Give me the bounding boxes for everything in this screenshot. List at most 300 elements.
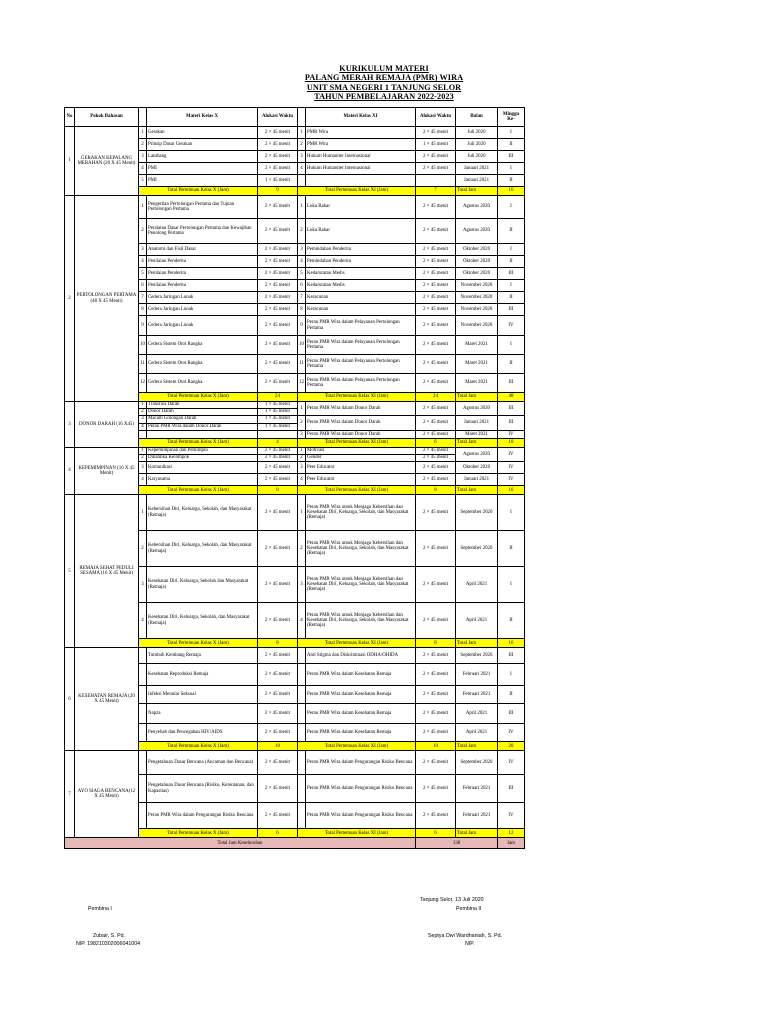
materi-x-number bbox=[139, 664, 147, 686]
materi-x-number: 3 bbox=[139, 462, 147, 474]
footer-left-role: Pembina I bbox=[88, 906, 112, 912]
bulan: September 2020 bbox=[456, 495, 498, 531]
alokasi-x: 2 × 45 menit bbox=[258, 196, 298, 219]
total-xi-label: Total Pertemuan Kelas XI (Jam) bbox=[298, 438, 416, 447]
materi-xi-number bbox=[298, 175, 306, 187]
alokasi-xi: 2 × 45 menit bbox=[416, 704, 456, 724]
bulan: Juli 2020 bbox=[456, 139, 498, 151]
materi-x: Penilaian Penderita bbox=[147, 256, 258, 268]
total-xi-label: Total Pertemuan Kelas XI (Jam) bbox=[298, 187, 416, 196]
materi-xi bbox=[306, 447, 416, 461]
materi-x-number bbox=[139, 803, 147, 829]
minggu: I bbox=[498, 244, 525, 256]
materi-x: Penilaian Penderita bbox=[147, 268, 258, 280]
materi-x: Pengetahuan Dasar Bencana (Ancaman dan Bencana) bbox=[147, 751, 258, 775]
materi-x: Kebersihan Diri, Keluarga, Sekolah, dan Masyarakat (Remaja) bbox=[147, 531, 258, 567]
materi-xi-number: 2 bbox=[298, 219, 306, 244]
alokasi-x: 2 × 45 menit bbox=[258, 648, 298, 664]
materi-xi: Peran PMR Wira dalam Donor Darah bbox=[306, 402, 416, 416]
materi-x: PMI bbox=[147, 175, 258, 187]
minggu: I bbox=[498, 664, 525, 686]
alokasi-x: 2 × 45 menit bbox=[258, 292, 298, 304]
group-topic: KEPEMIMPINAN (16 X 45 Menit) bbox=[75, 447, 139, 494]
alokasi-x: 2 × 45 menit bbox=[258, 724, 298, 742]
group-number: 7 bbox=[65, 751, 75, 838]
alokasi-x: 2 × 45 menit bbox=[258, 751, 298, 775]
alokasi-xi: 2 × 45 menit bbox=[416, 127, 456, 139]
materi-x-number: 1 bbox=[139, 127, 147, 139]
table-body bbox=[65, 127, 525, 838]
header-materi-xi: Materi Kelas XI bbox=[306, 108, 416, 127]
alokasi-xi: 2 × 45 menit bbox=[416, 304, 456, 316]
alokasi-xi: 2 × 45 menit bbox=[416, 268, 456, 280]
minggu: II bbox=[498, 603, 525, 639]
alokasi-xi: 2 × 45 menit bbox=[416, 196, 456, 219]
materi-x-number: 2 bbox=[139, 531, 147, 567]
total-jam-label: Total Jam bbox=[456, 639, 498, 648]
total-jam-value: 48 bbox=[498, 393, 525, 402]
materi-xi: Keracunan bbox=[306, 304, 416, 316]
materi-x: Kesehatan Diri, Keluarga, Sekolah, dan Masyarakat (Remaja) bbox=[147, 603, 258, 639]
alokasi-x bbox=[258, 402, 298, 416]
materi-x-number-part: 2 bbox=[139, 408, 146, 415]
materi-x: Pengetahuan Dasar Bencana (Risiko, Kerentanan, dan Kapasitas) bbox=[147, 775, 258, 803]
grand-total-row bbox=[65, 838, 525, 849]
materi-xi: Hukum Humaniter Internasional bbox=[306, 151, 416, 163]
materi-xi: Peran PMR Wira dalam Donor Darah bbox=[306, 430, 416, 438]
materi-xi: Peran PMR Wira dalam Pelayanan Pertolongan Pertama bbox=[306, 336, 416, 355]
materi-x-number bbox=[139, 416, 147, 430]
alokasi-xi: 2 × 45 menit bbox=[416, 244, 456, 256]
materi-x-part: Macam Golongan Darah bbox=[148, 416, 197, 422]
alokasi-xi: 2 × 45 menit bbox=[416, 151, 456, 163]
minggu: IV bbox=[498, 803, 525, 829]
table-row bbox=[65, 196, 525, 219]
minggu: I bbox=[498, 163, 525, 175]
header-alokasi-xi: Alokasi Waktu bbox=[416, 108, 456, 127]
grand-total-value: 138 bbox=[416, 838, 498, 849]
minggu: III bbox=[498, 416, 525, 430]
materi-xi-number: 3 bbox=[298, 567, 306, 603]
title-line-4: TAHUN PEMBELAJARAN 2022-2023 bbox=[314, 92, 454, 102]
alokasi-x: 2 × 45 menit bbox=[258, 336, 298, 355]
materi-xi: Kedaruratan Medis bbox=[306, 280, 416, 292]
materi-xi-number: 1 bbox=[298, 402, 306, 416]
materi-xi: Pemindahan Penderita bbox=[306, 256, 416, 268]
materi-x: Kesehatan Reproduksi Remaja bbox=[147, 664, 258, 686]
alokasi-x: 2 × 45 menit bbox=[258, 495, 298, 531]
materi-x-number: 10 bbox=[139, 336, 147, 355]
total-x-label: Total Pertemuan Kelas X (Jam) bbox=[139, 393, 258, 402]
materi-xi-number: 2 bbox=[298, 531, 306, 567]
materi-x-number: 4 bbox=[139, 256, 147, 268]
materi-x bbox=[147, 447, 258, 461]
materi-x-number bbox=[139, 447, 147, 461]
materi-x: Lambang bbox=[147, 151, 258, 163]
materi-xi-number: 4 bbox=[298, 163, 306, 175]
materi-xi: Pemindahan Penderita bbox=[306, 244, 416, 256]
alokasi-x: 2 × 45 menit bbox=[258, 664, 298, 686]
alokasi-xi: 2 × 45 menit bbox=[416, 567, 456, 603]
bulan: November 2020 bbox=[456, 304, 498, 316]
header-no-xi bbox=[298, 108, 306, 127]
total-jam-value: 16 bbox=[498, 187, 525, 196]
bulan: Februari 2021 bbox=[456, 775, 498, 803]
materi-x: Cedera Jaringan Lunak bbox=[147, 292, 258, 304]
materi-xi: Peran PMR Wira dalam Kesehatan Remaja bbox=[306, 704, 416, 724]
alokasi-xi: 2 × 45 menit bbox=[416, 430, 456, 438]
materi-x-number bbox=[139, 686, 147, 704]
header-no: No bbox=[65, 108, 75, 127]
alokasi-x: 2 × 45 menit bbox=[258, 603, 298, 639]
materi-x-number: 4 bbox=[139, 163, 147, 175]
materi-x: Infeksi Menular Seksual bbox=[147, 686, 258, 704]
bulan: Oktober 2020 bbox=[456, 256, 498, 268]
alokasi-xi: 2 × 45 menit bbox=[416, 163, 456, 175]
materi-xi-number bbox=[298, 447, 306, 461]
materi-x: Napza bbox=[147, 704, 258, 724]
bulan: Januari 2021 bbox=[456, 474, 498, 486]
total-x-value: 10 bbox=[258, 742, 298, 751]
materi-xi-number: 5 bbox=[298, 268, 306, 280]
grand-total-label: Total Jam Keseluruhan bbox=[65, 838, 416, 849]
minggu: IV bbox=[498, 462, 525, 474]
alokasi-x-part: 1 × 45 menit bbox=[265, 402, 290, 407]
group-topic: DONOR DARAH (16 X45) bbox=[75, 402, 139, 448]
materi-xi-number bbox=[298, 686, 306, 704]
group-topic: GERAKAN KEPALANG MERAHAN (20 X 45 Menit) bbox=[75, 127, 139, 196]
alokasi-xi: 2 × 45 menit bbox=[416, 219, 456, 244]
total-jam-label: Total Jam bbox=[456, 393, 498, 402]
grand-total-unit: Jam bbox=[498, 838, 525, 849]
materi-xi: Keracunan bbox=[306, 292, 416, 304]
alokasi-xi: 2 × 45 menit bbox=[416, 775, 456, 803]
bulan: Januari 2021 bbox=[456, 163, 498, 175]
total-jam-value: 16 bbox=[498, 639, 525, 648]
total-xi-label: Total Pertemuan Kelas XI (Jam) bbox=[298, 829, 416, 838]
minggu: II bbox=[498, 256, 525, 268]
materi-xi: Peran PMR Wira dalam Kesehatan Remaja bbox=[306, 686, 416, 704]
materi-xi-number: 3 bbox=[298, 151, 306, 163]
materi-xi-number bbox=[298, 664, 306, 686]
materi-x-number: 9 bbox=[139, 316, 147, 336]
materi-xi-number: 12 bbox=[298, 374, 306, 393]
materi-x-number: 3 bbox=[139, 567, 147, 603]
header-alokasi-x: Alokasi Waktu bbox=[258, 108, 298, 127]
materi-x-number bbox=[139, 402, 147, 416]
alokasi-xi: 1 × 45 menit bbox=[416, 139, 456, 151]
materi-x: Peralatan Dasar Pertolongan Pertama dan Kewajiban Penolong Pertama bbox=[147, 219, 258, 244]
minggu: III bbox=[498, 775, 525, 803]
materi-xi: Peer Educator bbox=[306, 474, 416, 486]
minggu: III bbox=[498, 151, 525, 163]
bulan: Januari 2021 bbox=[456, 416, 498, 430]
materi-xi-number: 8 bbox=[298, 304, 306, 316]
materi-x: Cedera Sistem Otot Rangka bbox=[147, 374, 258, 393]
alokasi-xi: 2 × 45 menit bbox=[416, 495, 456, 531]
alokasi-xi-part: 2 × 45 menit bbox=[423, 447, 448, 453]
header-minggu: Minggu Ke- bbox=[498, 108, 525, 127]
bulan: Oktober 2020 bbox=[456, 244, 498, 256]
alokasi-x: 2 × 45 menit bbox=[258, 244, 298, 256]
materi-x-number: 1 bbox=[139, 196, 147, 219]
materi-xi-number: 1 bbox=[298, 196, 306, 219]
materi-x-part: Transfusi Darah bbox=[148, 402, 180, 407]
materi-xi-number bbox=[298, 724, 306, 742]
materi-xi: Peran PMR Wira untuk Menjaga Kebersihan dan Kesehatan Diri, Keluarga, Sekolah, dan Masyarakat (Remaja) bbox=[306, 531, 416, 567]
alokasi-x bbox=[258, 447, 298, 461]
minggu: II bbox=[498, 139, 525, 151]
bulan: Maret 2021 bbox=[456, 374, 498, 393]
bulan: Oktober 2020 bbox=[456, 462, 498, 474]
materi-xi: Peran PMR Wira untuk Menjaga Kebersihan dan Kesehatan Diri, Keluarga, Sekolah, dan Masyarakat (Remaja) bbox=[306, 603, 416, 639]
table-row bbox=[65, 495, 525, 531]
materi-x bbox=[147, 402, 258, 416]
materi-x: PMI bbox=[147, 163, 258, 175]
materi-xi: Peran PMR Wira dalam Pengurangan Risiko Bencana bbox=[306, 751, 416, 775]
bulan: September 2020 bbox=[456, 648, 498, 664]
materi-x-number-part: 3 bbox=[141, 416, 144, 422]
minggu: IV bbox=[498, 724, 525, 742]
total-jam-label: Total Jam bbox=[456, 187, 498, 196]
materi-xi-number: 4 bbox=[298, 603, 306, 639]
bulan: November 2020 bbox=[456, 280, 498, 292]
footer-place-date: Tanjung Selor, 13 Juli 2020 bbox=[420, 897, 484, 903]
total-x-label: Total Pertemuan Kelas X (Jam) bbox=[139, 438, 258, 447]
total-x-value: 8 bbox=[258, 486, 298, 495]
materi-x: Cedera Jaringan Lunak bbox=[147, 304, 258, 316]
total-xi-label: Total Pertemuan Kelas XI (Jam) bbox=[298, 742, 416, 751]
table-row bbox=[65, 402, 525, 416]
materi-x: Kesehatan Diri, Keluarga, Sekolah dan Masyarakat (Remaja) bbox=[147, 567, 258, 603]
total-x-value: 9 bbox=[258, 187, 298, 196]
alokasi-x: 1 × 45 menit bbox=[258, 175, 298, 187]
materi-xi: Peran PMR Wira untuk Menjaga Kebersihan dan Kesehatan Diri, Keluarga, Sekolah, dan Masyarakat (Remaja) bbox=[306, 567, 416, 603]
total-xi-value: 24 bbox=[416, 393, 456, 402]
alokasi-xi: 2 × 45 menit bbox=[416, 416, 456, 430]
minggu: II bbox=[498, 355, 525, 374]
materi-x-number: 6 bbox=[139, 280, 147, 292]
title-line-2: PALANG MERAH REMAJA (PMR) WIRA bbox=[304, 73, 464, 83]
alokasi-x bbox=[258, 430, 298, 438]
total-jam-label: Total Jam bbox=[456, 438, 498, 447]
alokasi-x-part: 2 × 45 menit bbox=[265, 447, 290, 453]
bulan: September 2020 bbox=[456, 751, 498, 775]
minggu: I bbox=[498, 495, 525, 531]
total-x-label: Total Pertemuan Kelas X (Jam) bbox=[139, 639, 258, 648]
materi-x: Cedera Sistem Otot Rangka bbox=[147, 355, 258, 374]
bulan: April 2021 bbox=[456, 724, 498, 742]
materi-x-number: 12 bbox=[139, 374, 147, 393]
materi-xi-number: 1 bbox=[298, 127, 306, 139]
materi-xi-number: 10 bbox=[298, 336, 306, 355]
header-bulan: Bulan bbox=[456, 108, 498, 127]
materi-xi-number bbox=[298, 704, 306, 724]
alokasi-xi: 2 × 45 menit bbox=[416, 374, 456, 393]
footer-left-name: Zubair, S. Pd. bbox=[93, 933, 126, 939]
alokasi-x bbox=[258, 416, 298, 430]
total-x-label: Total Pertemuan Kelas X (Jam) bbox=[139, 187, 258, 196]
materi-xi-number: 6 bbox=[298, 280, 306, 292]
minggu: III bbox=[498, 268, 525, 280]
materi-x-number: 5 bbox=[139, 175, 147, 187]
materi-x: Gerakan bbox=[147, 127, 258, 139]
materi-x bbox=[147, 430, 258, 438]
materi-x-number bbox=[139, 724, 147, 742]
total-xi-label: Total Pertemuan Kelas XI (Jam) bbox=[298, 639, 416, 648]
bulan: April 2021 bbox=[456, 704, 498, 724]
minggu: IV bbox=[498, 316, 525, 336]
materi-xi: PMR Wira bbox=[306, 127, 416, 139]
bulan: April 2021 bbox=[456, 567, 498, 603]
bulan: Maret 2021 bbox=[456, 355, 498, 374]
minggu: III bbox=[498, 704, 525, 724]
minggu: III bbox=[498, 402, 525, 416]
materi-x-number: 7 bbox=[139, 292, 147, 304]
materi-xi-number bbox=[298, 648, 306, 664]
footer-right-nip: NIP. bbox=[465, 941, 475, 947]
bulan: Februari 2021 bbox=[456, 664, 498, 686]
materi-x: Penyebab dan Pencegahan HIV/AIDS bbox=[147, 724, 258, 742]
materi-x: Penilaian Penderita bbox=[147, 280, 258, 292]
materi-x-number: 3 bbox=[139, 151, 147, 163]
total-x-value: 8 bbox=[258, 639, 298, 648]
alokasi-x: 2 × 45 menit bbox=[258, 567, 298, 603]
materi-x: Pengertian Pertolongan Pertama dan Tujuan Pertolongan Pertama bbox=[147, 196, 258, 219]
alokasi-x: 2 × 45 menit bbox=[258, 304, 298, 316]
total-xi-label: Total Pertemuan Kelas XI (Jam) bbox=[298, 486, 416, 495]
materi-x: Peran PMR Wira dalam Pengurangan Risiko Bencana bbox=[147, 803, 258, 829]
total-jam-label: Total Jam bbox=[456, 829, 498, 838]
bulan: November 2020 bbox=[456, 292, 498, 304]
materi-xi-number: 4 bbox=[298, 474, 306, 486]
materi-xi: Peran PMR Wira dalam Kesehatan Remaja bbox=[306, 724, 416, 742]
alokasi-xi: 2 × 45 menit bbox=[416, 474, 456, 486]
alokasi-x: 2 × 45 menit bbox=[258, 280, 298, 292]
total-x-label: Total Pertemuan Kelas X (Jam) bbox=[139, 742, 258, 751]
title-line-3: UNIT SMA NEGERI 1 TANJUNG SELOR bbox=[306, 82, 462, 92]
group-number: 6 bbox=[65, 648, 75, 751]
bulan: September 2020 bbox=[456, 531, 498, 567]
minggu: II bbox=[498, 686, 525, 704]
materi-x-number: 11 bbox=[139, 355, 147, 374]
header-pokok-bahasan: Pokok Bahasan bbox=[75, 108, 139, 127]
alokasi-x: 2 × 45 menit bbox=[258, 163, 298, 175]
group-number: 3 bbox=[65, 402, 75, 448]
minggu: I bbox=[498, 127, 525, 139]
group-topic: REMAJA SEHAT PEDULI SESAMA (16 X 45 Menit) bbox=[75, 495, 139, 648]
bulan: November 2020 bbox=[456, 316, 498, 336]
materi-x: Karyasama bbox=[147, 474, 258, 486]
materi-x-number: 2 bbox=[139, 219, 147, 244]
materi-x-number bbox=[139, 430, 147, 438]
materi-xi-number: 4 bbox=[298, 256, 306, 268]
materi-xi-part: Gender bbox=[306, 454, 415, 461]
total-x-value: 24 bbox=[258, 393, 298, 402]
alokasi-xi: 2 × 45 menit bbox=[416, 648, 456, 664]
alokasi-x: 2 × 45 menit bbox=[258, 474, 298, 486]
footer-left-nip: NIP. 198210302006041004 bbox=[76, 941, 141, 947]
materi-xi: Peer Educator bbox=[306, 462, 416, 474]
total-xi-value: 7 bbox=[416, 187, 456, 196]
bulan: Agustus 2020 bbox=[456, 402, 498, 416]
total-x-label: Total Pertemuan Kelas X (Jam) bbox=[139, 829, 258, 838]
group-topic: AYO SIAGA BENCANA(12 X 45 Menit) bbox=[75, 751, 139, 838]
total-jam-value: 12 bbox=[498, 829, 525, 838]
alokasi-x: 2 × 45 menit bbox=[258, 139, 298, 151]
materi-xi-number-part: 2 bbox=[298, 454, 305, 461]
alokasi-xi bbox=[416, 175, 456, 187]
total-xi-label: Total Pertemuan Kelas XI (Jam) bbox=[298, 393, 416, 402]
minggu: I bbox=[498, 196, 525, 219]
document-title bbox=[0, 64, 768, 102]
materi-x: Prinsip Dasar Gerakan bbox=[147, 139, 258, 151]
group-number: 2 bbox=[65, 196, 75, 402]
materi-xi: Hukum Humaniter Internasional bbox=[306, 163, 416, 175]
materi-xi: Peran PMR Wira dalam Pengurangan Risiko Bencana bbox=[306, 803, 416, 829]
materi-xi: Peran PMR Wira dalam Pelayanan Pertolongan Pertama bbox=[306, 374, 416, 393]
table-row bbox=[65, 127, 525, 139]
alokasi-x-part: 1 × 45 menit bbox=[265, 416, 290, 422]
alokasi-xi-part: 2 × 45 menit bbox=[416, 454, 455, 461]
header-materi-x: Materi Kelas X bbox=[147, 108, 258, 127]
materi-x-number: 2 bbox=[139, 139, 147, 151]
materi-x: Anatomi dan Fisil Dasar bbox=[147, 244, 258, 256]
table-row bbox=[65, 648, 525, 664]
header-no-x bbox=[139, 108, 147, 127]
minggu: III bbox=[498, 374, 525, 393]
materi-xi: PMR Wira bbox=[306, 139, 416, 151]
minggu: II bbox=[498, 292, 525, 304]
bulan: Oktober 2020 bbox=[456, 268, 498, 280]
footer-right-name: Septya Dwi Wardhaniah, S. Pd. bbox=[428, 933, 502, 939]
alokasi-xi: 2 × 45 menit bbox=[416, 336, 456, 355]
materi-xi: Peran PMR Wira dalam Pelayanan Pertolongan Pertama bbox=[306, 355, 416, 374]
bulan: Februari 2021 bbox=[456, 686, 498, 704]
materi-xi: Peran PMR Wira dalam Pengurangan Risiko Bencana bbox=[306, 775, 416, 803]
minggu: IV bbox=[498, 474, 525, 486]
minggu: I bbox=[498, 567, 525, 603]
alokasi-x: 2 × 45 menit bbox=[258, 374, 298, 393]
alokasi-x: 2 × 45 menit bbox=[258, 151, 298, 163]
total-xi-value: 6 bbox=[416, 438, 456, 447]
materi-x-part: Donor Darah bbox=[147, 408, 257, 415]
materi-x-number-part: 4 bbox=[139, 423, 146, 430]
materi-xi-number bbox=[298, 803, 306, 829]
alokasi-x-part: 2 × 45 menit bbox=[258, 454, 297, 461]
minggu: II bbox=[498, 219, 525, 244]
materi-x-number: 4 bbox=[139, 603, 147, 639]
alokasi-x-part: 1 × 45 menit bbox=[258, 423, 297, 430]
bulan: Maret 2021 bbox=[456, 430, 498, 438]
bulan: April 2021 bbox=[456, 603, 498, 639]
curriculum-table bbox=[64, 107, 525, 849]
materi-xi-number: 3 bbox=[298, 244, 306, 256]
group-topic: PERTOLONGAN PERTAMA (48 X 45 Menit) bbox=[75, 196, 139, 402]
alokasi-x: 2 × 45 menit bbox=[258, 462, 298, 474]
materi-x: Kebersihan Diri, Keluarga, Sekolah, dan Masyarakat (Remaja) bbox=[147, 495, 258, 531]
materi-xi-number: 7 bbox=[298, 292, 306, 304]
materi-x-number: 5 bbox=[139, 268, 147, 280]
materi-xi-number-part: 1 bbox=[300, 447, 303, 453]
minggu: IV bbox=[498, 430, 525, 438]
materi-x-number-part: 1 bbox=[141, 447, 144, 453]
group-number: 1 bbox=[65, 127, 75, 196]
minggu: I bbox=[498, 336, 525, 355]
materi-xi-number: 2 bbox=[298, 416, 306, 430]
bulan: Februari 2021 bbox=[456, 803, 498, 829]
minggu: III bbox=[498, 648, 525, 664]
